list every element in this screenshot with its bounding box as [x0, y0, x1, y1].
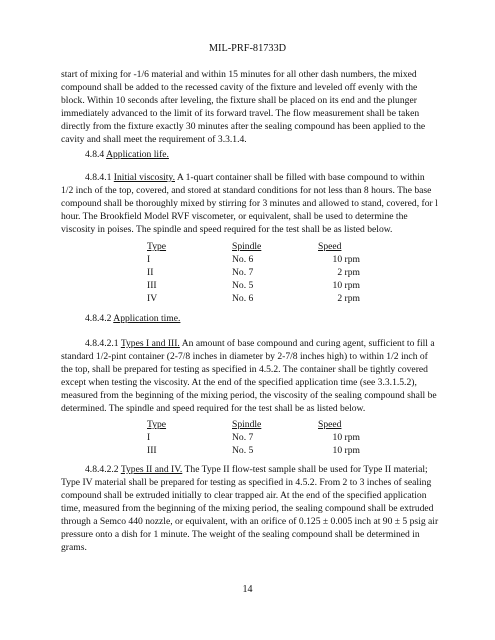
- section-body: An amount of base compound and curing agent, sufficient to fill a standard 1/2-pint container (2-7/8 inches in diameter by 2-7/8 inches high) to within 1/2 inch of the top, shall be prepared for testing as specified in 4.5.2. The container shall be tightly covered except when testing the viscosity. At the end of the specified application time (see 3.3.1.5.2), measured from the beginning of the mixing period, the viscosity of the sealing compound shall be determined. The spindle and speed required for the test shall be as listed below.: [61, 338, 437, 414]
- table-cell: IV: [147, 293, 158, 304]
- section-4-8-4-1-paragraph: [61, 171, 439, 236]
- table-cell: I: [147, 432, 151, 443]
- spindle-column: [232, 240, 261, 305]
- section-body: The Type II flow-test sample shall be used for Type II material; Type IV material shall be prepared for testing as specified in 4.5.2. From 2 to 3 inches of sealing compound shall be extruded initially to clear trapped air. At the end of the specified application time, measured from the beginning of the mixing period, the sealing compound shall be extruded through a Semco 440 nozzle, or equivalent, with an orifice of 0.125 ± 0.005 inch at 90 ± 5 psig air pressure onto a dish for 1 minute. The weight of the sealing compound shall be determined in grams.: [61, 464, 439, 553]
- section-body: A 1-quart container shall be filled with base compound to within 1/2 inch of the top, covered, and stored at standard conditions for not less than 8 hours. The base compound shall be thoroughly mixed by stirring for 3 minutes and allowed to stand, covered, for l hour. The Brookfield Model RVF viscometer, or equivalent, shall be used to determine the viscosity in poises. The spindle and speed required for the test shall be as listed below.: [61, 172, 438, 235]
- table-cell: 10 rpm: [332, 445, 360, 456]
- table-cell: II: [147, 267, 154, 278]
- table-cell: No. 6: [232, 293, 254, 304]
- table-cell: III: [147, 445, 157, 456]
- table-cell: No. 6: [232, 254, 254, 265]
- section-4-8-4-2-1-paragraph: [61, 337, 439, 415]
- page-number: 14: [242, 584, 253, 595]
- section-number: 4.8.4.2.2: [85, 464, 119, 475]
- table-cell: I: [147, 254, 151, 265]
- document-id-header: MIL-PRF-81733D: [208, 43, 287, 54]
- table-cell: 10 rpm: [332, 280, 360, 291]
- section-4-8-4-2-heading: [61, 312, 439, 325]
- section-number: 4.8.4: [85, 149, 105, 160]
- column-header: Speed: [318, 419, 342, 430]
- section-title: Application time.: [113, 313, 181, 324]
- table-cell: No. 5: [232, 445, 254, 456]
- table-cell: 2 rpm: [337, 293, 360, 304]
- section-title: Application life.: [106, 149, 169, 160]
- table-cell: 10 rpm: [332, 432, 360, 443]
- column-header: Type: [147, 241, 167, 252]
- section-title: Types II and IV.: [120, 464, 183, 475]
- section-4-8-4-2-2-paragraph: [61, 463, 439, 554]
- table-cell: No. 5: [232, 280, 254, 291]
- column-header: Spindle: [232, 241, 262, 252]
- section-title: Types I and III.: [120, 338, 180, 349]
- spindle-column: [232, 418, 261, 457]
- section-number: 4.8.4.1: [85, 172, 112, 183]
- section-title: Initial viscosity.: [113, 172, 175, 183]
- speed-column: [318, 418, 360, 457]
- table-cell: No. 7: [232, 267, 254, 278]
- table-cell: 10 rpm: [332, 254, 360, 265]
- intro-paragraph: start of mixing for -1/6 material and within 15 minutes for all other dash numbers, the mixed compound shall be added to the recessed cavity of the fixture and leveled off evenly with the block. Within 10 seconds after leveling, the fixture shall be placed on its end and the plunger immediately advanced to the limit of its forward travel. The flow measurement shall be taken directly from the fixture exactly 30 minutes after the sealing compound has been applied to the cavity and shall meet the requirement of 3.3.1.4.: [61, 69, 426, 145]
- type-column: [147, 240, 166, 305]
- section-number: 4.8.4.2: [85, 313, 112, 324]
- section-number: 4.8.4.2.1: [85, 338, 119, 349]
- column-header: Spindle: [232, 419, 262, 430]
- column-header: Type: [147, 419, 167, 430]
- table-cell: 2 rpm: [337, 267, 360, 278]
- column-header: Speed: [318, 241, 342, 252]
- table-cell: III: [147, 280, 157, 291]
- section-4-8-4-heading: [61, 148, 439, 161]
- type-column: [147, 418, 166, 457]
- speed-column: [318, 240, 360, 305]
- table-cell: No. 7: [232, 432, 254, 443]
